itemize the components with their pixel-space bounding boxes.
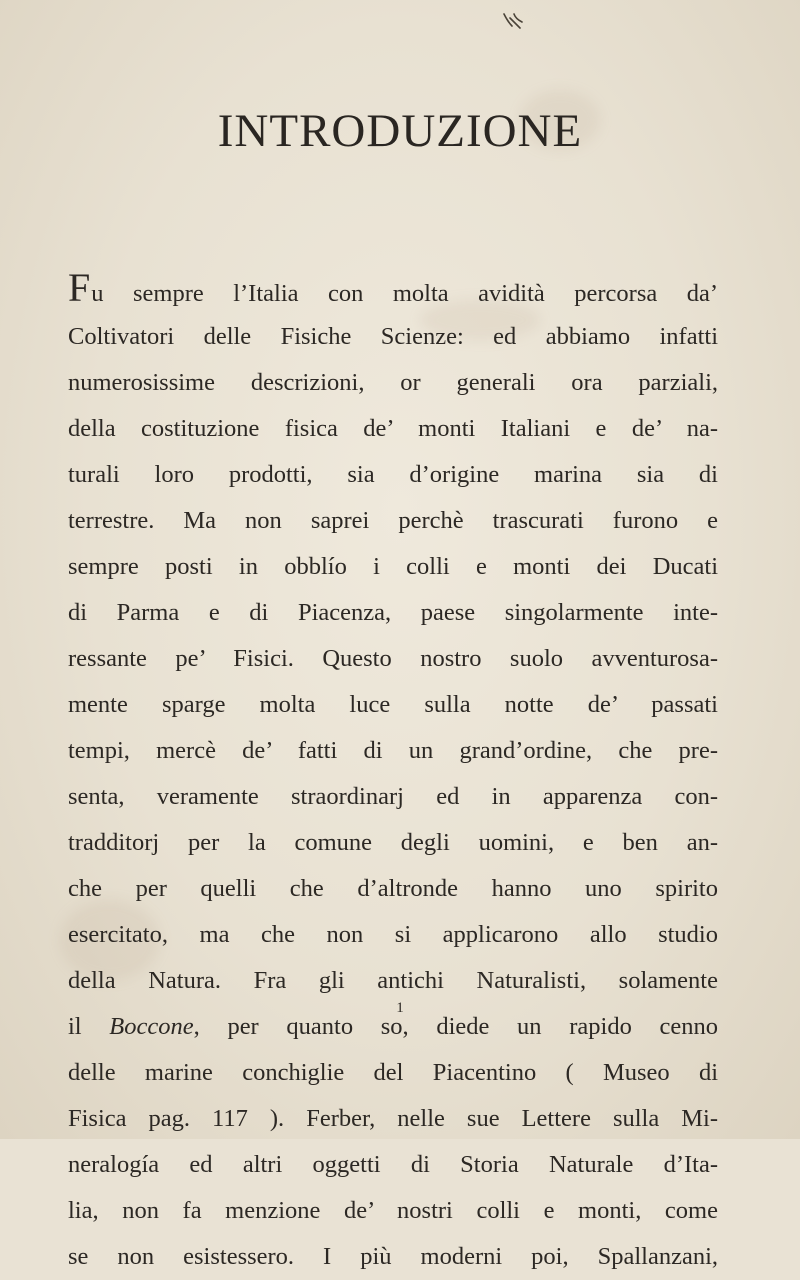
text-line: tempi, mercè de’ fatti di un grand’ordine, che pre- [68, 737, 718, 764]
text-line: terrestre. Ma non saprei perchè trascurati furono e [68, 507, 718, 534]
text-line: mente sparge molta luce sulla notte de’ passati [68, 691, 718, 718]
page-number: 1 [396, 1000, 404, 1016]
text-line: Coltivatori delle Fisiche Scienze: ed abbiamo infatti [68, 323, 718, 350]
chapter-title: INTRODUZIONE [217, 105, 583, 157]
text-line: turali loro prodotti, sia d’origine marina sia di [68, 461, 718, 488]
italic-name: Boccone [109, 1013, 194, 1040]
text-line: ressante pe’ Fisici. Questo nostro suolo avventurosa- [68, 645, 718, 672]
ink-mark-icon [498, 8, 528, 36]
text-line: senta, veramente straordinarj ed in apparenza con- [68, 783, 718, 810]
text-line: esercitato, ma che non si applicarono allo studio [68, 921, 718, 948]
text-line: tradditorj per la comune degli uomini, e ben an- [68, 829, 718, 856]
text-line: lia, non fa menzione de’ nostri colli e monti, come [68, 1197, 718, 1224]
text-line: di Parma e di Piacenza, paese singolarmente inte- [68, 599, 718, 626]
text-line: sempre posti in obblío i colli e monti dei Ducati [68, 553, 718, 580]
text-line: numerosissime descrizioni, or generali ora parziali, [68, 369, 718, 396]
text-line: se non esistessero. I più moderni poi, Spallanzani, [68, 1243, 718, 1270]
text-line [68, 265, 718, 314]
text-line: Fisica pag. 117 ). Ferber, nelle sue Lettere sulla Mi- [68, 1105, 718, 1132]
text-line: della Natura. Fra gli antichi Naturalisti, solamente [68, 967, 718, 994]
text-fragment: il [68, 1013, 110, 1040]
drop-cap: F [68, 265, 91, 310]
text-line: che per quelli che d’altronde hanno uno spirito [68, 875, 718, 902]
text-fragment: , per quanto so, diede un rapido cenno [193, 1013, 718, 1040]
text-line: neralogía ed altri oggetti di Storia Naturale d’Ita- [68, 1151, 718, 1178]
text-line: della costituzione fisica de’ monti Italiani e de’ na- [68, 415, 718, 442]
text-line: delle marine conchiglie del Piacentino ( Museo di [68, 1059, 718, 1086]
body-text [68, 265, 718, 1280]
text-line-rest: u sempre l’Italia con molta avidità percorsa da’ [91, 280, 718, 307]
